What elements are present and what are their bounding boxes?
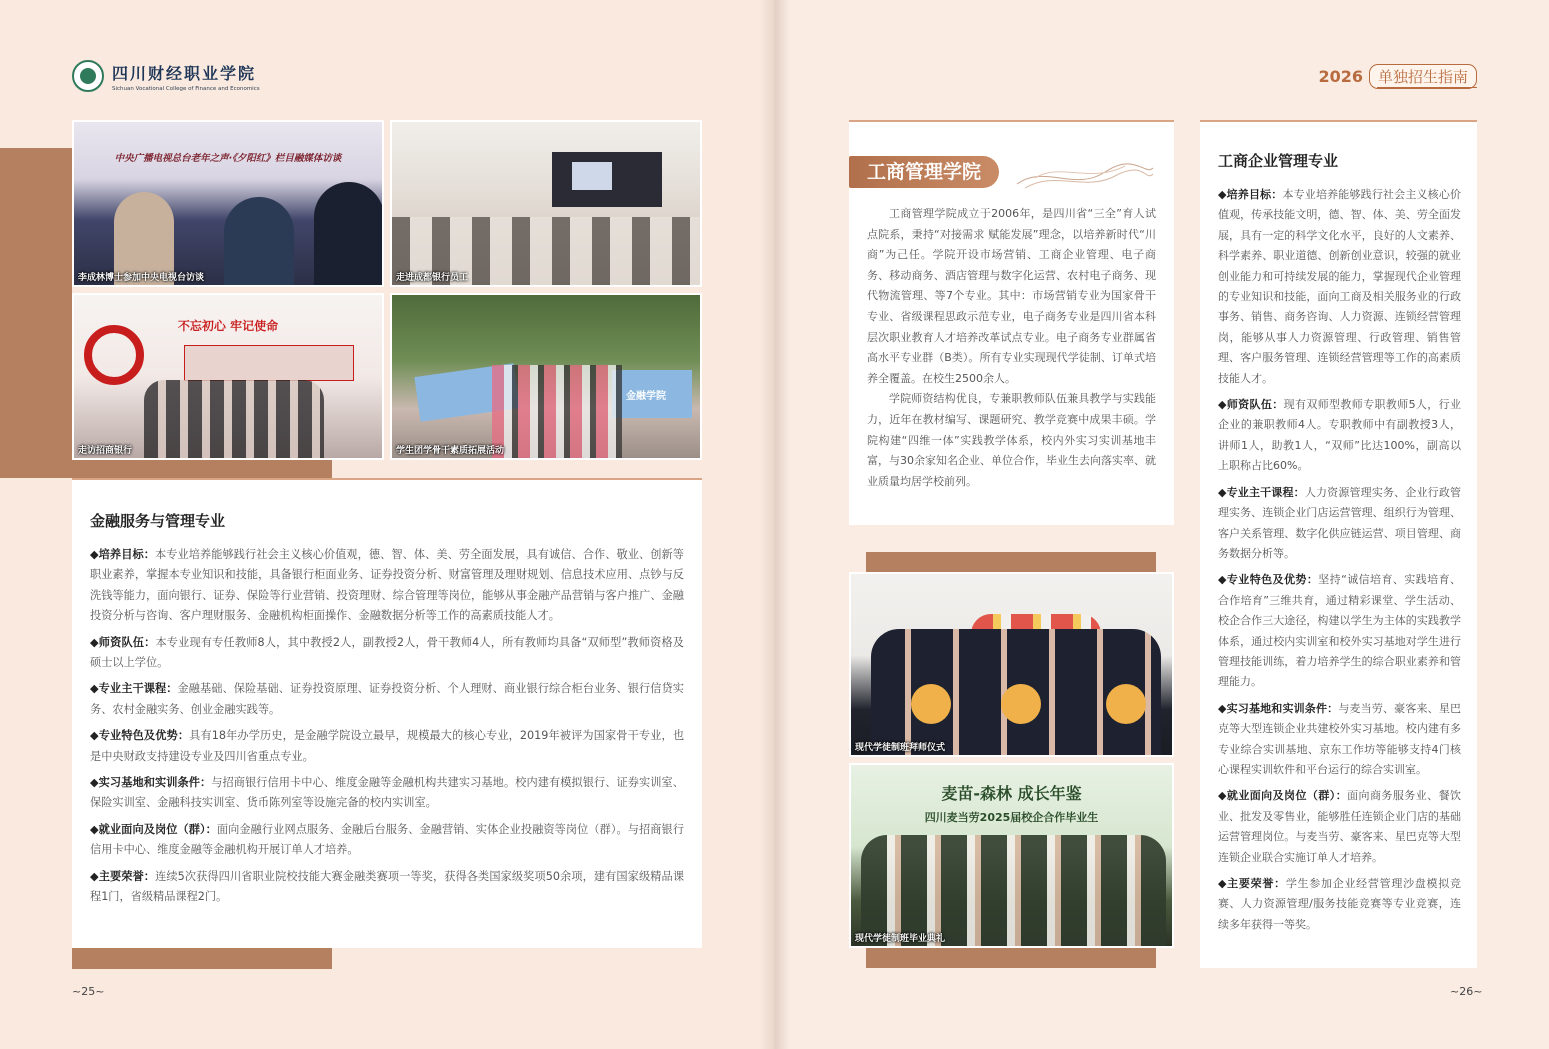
business-item: ◆培养目标：本专业培养能够践行社会主义核心价值观，传承技能文明，德、智、体、美、劳全面发展，具有一定的科学文化水平，良好的人文素养、科学素养、职业道德、创新创业意识，较强的就业创业能力和可持续发展的能力，掌握现代企业管理的专业知识和技能，面向工商及相关服务业的行政事务、销售、商务咨询、人力资源、连锁经营管理岗，能够从事人力资源管理、行政管理、销售管理、客户服务管理、连锁经营管理等工作的高素质技能人才。 bbox=[1218, 188, 1461, 385]
college-paragraph: 工商管理学院成立于2006年，是四川省“三全”育人试点院系，秉持“对接需求 赋能发展”理念，以培养新时代“川商”为己任。学院开设市场营销、工商企业管理、电子商务、移动商务、酒店管理与数字化运营、农村电子商务、现代物流管理、等7个专业。其中：市场营销专业为国家骨干专业、省级课程思政示范专业，电子商务专业是四川省本科层次职业教育人才培养改革试点专业。电子商务专业群属省高水平专业群（B类）。所有专业实现现代学徒制、订单式培养全覆盖。在校生2500余人。 bbox=[867, 207, 1156, 385]
decor-block bbox=[866, 948, 1156, 968]
photo-flag-text: 金融学院 bbox=[626, 391, 666, 402]
business-major-title: 工商企业管理专业 bbox=[1218, 152, 1339, 170]
guide-header bbox=[1318, 64, 1477, 89]
finance-major-title: 金融服务与管理专业 bbox=[90, 512, 226, 530]
decor-block bbox=[0, 148, 72, 478]
finance-item: ◆专业特色及优势：具有18年办学历史，是金融学院设立最早，规模最大的核心专业，2019年被评为国家骨干专业，也是中央财政支持建设专业及四川省重点专业。 bbox=[90, 729, 685, 763]
finance-item: ◆就业面向及岗位（群）：面向金融行业网点服务、金融后台服务、金融营销、实体企业投融资等岗位（群）。与招商银行信用卡中心、维度金融等金融机构开展订单人才培养。 bbox=[90, 822, 685, 857]
book-spine bbox=[760, 0, 790, 1049]
finance-item: ◆培养目标：本专业培养能够践行社会主义核心价值观，德、智、体、美、劳全面发展，具有诚信、合作、敬业、创新等职业素养，掌握本专业知识和技能，具备银行柜面业务、证券投资分析、财富管理及理财规划、信息技术应用、点钞与反洗钱等能力，面向银行、证券、保险等行业营销、投资理财、综合管理等岗位，能够从事金融产品营销与客户推广、金融投资分析与咨询、客户理财服务、金融机构柜面操作、金融数据分析等工作的高素质技能人才。 bbox=[90, 548, 684, 623]
photo-caption: 现代学徒制班毕业典礼 bbox=[855, 934, 946, 944]
page-number-left: ~25~ bbox=[72, 985, 105, 998]
decor-block bbox=[866, 552, 1156, 574]
finance-item: ◆主要荣誉：连续5次获得四川省职业院校技能大赛金融类赛项一等奖，获得各类国家级奖项50余项，建有国家级精品课程1门，省级精品课程2门。 bbox=[90, 869, 685, 904]
finance-item: ◆师资队伍：本专业现有专任教师8人，其中教授2人，副教授2人，骨干教师4人，所有教师均具备“双师型”教师资格及硕士以上学位。 bbox=[90, 635, 684, 670]
photo-caption: 走访招商银行 bbox=[78, 446, 133, 456]
business-item: ◆实习基地和实训条件：与麦当劳、豪客来、星巴克等大型连锁企业共建校外实习基地。校内建有多专业综合实训基地、京东工作坊等能够支持4门核心课程实训软件和平台运行的综合实训室。 bbox=[1218, 701, 1461, 776]
college-paragraph: 学院师资结构优良，专兼职教师队伍兼具教学与实践能力，近年在教材编写、课题研究、教学竞赛中成果丰硕。学院构建“四维一体”实践教学体系，校内外实习实训基地丰富，与30余家知名企业、单位合作，毕业生去向落实率、就业质量均居学校前列。 bbox=[867, 392, 1156, 488]
business-item: ◆师资队伍：现有双师型教师专职教师5人，行业企业的兼职教师4人。专职教师中有副教授3人，讲师1人，助教1人，“双师”比达100%，副高以上职称占比60%。 bbox=[1218, 398, 1462, 473]
decor-block bbox=[72, 945, 332, 969]
finance-major-card bbox=[72, 478, 702, 948]
photo-apprentice-ceremony bbox=[849, 572, 1174, 757]
photo-caption: 走进成都银行员工 bbox=[396, 273, 469, 283]
business-item: ◆专业主干课程：人力资源管理实务、企业行政管理实务、连锁企业门店运营管理、组织行为管理、客户关系管理、数字化供应链运营、项目管理、商务数据分析等。 bbox=[1218, 485, 1461, 560]
finance-item: ◆专业主干课程：金融基础、保险基础、证券投资原理、证券投资分析、个人理财、商业银行综合柜台业务、银行信贷实务、农村金融实务、创业金融实践等。 bbox=[90, 682, 684, 716]
decor-swirl-icon bbox=[1015, 162, 1155, 190]
page-number-right: ~26~ bbox=[1450, 985, 1483, 998]
finance-item: ◆实习基地和实训条件：与招商银行信用卡中心、维度金融等金融机构共建实习基地。校内建有模拟银行、证券实训室、保险实训室、金融科技实训室、货币陈列室等设施完备的校内实训室。 bbox=[90, 776, 684, 810]
photo-outdoor-activity bbox=[390, 293, 702, 460]
photo-merchants-bank bbox=[72, 293, 384, 460]
business-major-card bbox=[1200, 120, 1477, 968]
business-item: ◆就业面向及岗位（群）：面向商务服务业、餐饮业、批发及零售业，能够胜任连锁企业门店的基础运营管理岗位。与麦当劳、豪客来、星巴克等大型连锁企业联合实施订单人才培养。 bbox=[1218, 789, 1461, 864]
college-emblem-icon bbox=[72, 60, 104, 92]
photo-banner: 不忘初心 牢记使命 bbox=[177, 319, 279, 333]
header-divider bbox=[1377, 87, 1477, 88]
photo-banner: 麦苗-森林 成长年鉴 bbox=[941, 784, 1082, 803]
photo-bank-staff bbox=[390, 120, 702, 287]
business-item: ◆主要荣誉：学生参加企业经营管理沙盘模拟竞赛、人力资源管理/服务技能竞赛等专业竞赛，连续多年获得一等奖。 bbox=[1218, 877, 1461, 931]
photo-graduation bbox=[849, 763, 1174, 948]
photo-caption: 现代学徒制班拜师仪式 bbox=[855, 743, 946, 753]
college-logo bbox=[72, 60, 260, 92]
photo-caption: 李成林博士参加中央电视台访谈 bbox=[78, 273, 205, 283]
guide-year: 2026 bbox=[1318, 67, 1363, 86]
college-name-en: Sichuan Vocational College of Finance and Economics bbox=[112, 85, 260, 92]
photo-banner: 中央广播电视总台老年之声·《夕阳红》栏目融媒体访谈 bbox=[114, 153, 342, 164]
photo-cctv-interview bbox=[72, 120, 384, 287]
business-item: ◆专业特色及优势：坚持“诚信培育、实践培育、合作培育”三维共育，通过精彩课堂、学生活动、校企合作三大途径，构建以学生为主体的实践教学体系，通过校内实训室和校外实习基地对学生进行管理技能训练，着力培养学生的综合职业素养和管理能力。 bbox=[1218, 573, 1461, 689]
photo-caption: 学生团学骨干素质拓展活动 bbox=[396, 446, 505, 456]
college-title: 工商管理学院 bbox=[849, 156, 999, 188]
guide-label: 单独招生指南 bbox=[1369, 64, 1477, 89]
photo-banner-sub: 四川麦当劳2025届校企合作毕业生 bbox=[924, 811, 1099, 824]
college-name-cn: 四川财经职业学院 bbox=[112, 63, 257, 83]
